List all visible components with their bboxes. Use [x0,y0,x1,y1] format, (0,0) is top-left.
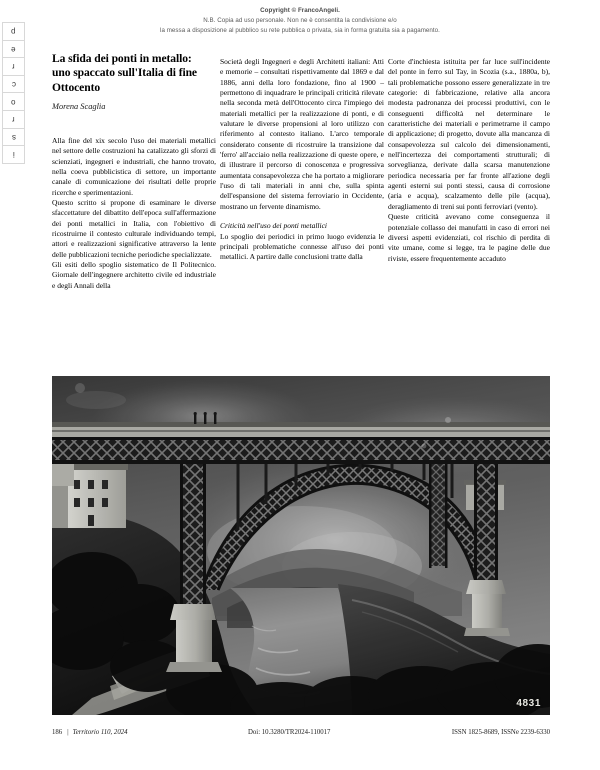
paragraph: Società degli Ingegneri e degli Architetti italiani: Atti e memorie – consultati rispettivamente dal 1869 e dal 1886, anni della loro fondazione, fino al 1900 – permettono di inquadrare le principali criticità rilevate nella seconda metà dell'Ottocento circa l'impiego dei materiali metallici per la realizzazione di ponti, e di valutare le diverse propensioni al loro utilizzo con riferimento al contesto italiano. L'arco temporale considerato consente di ricostruire la transizione dal 'ferro' all'acciaio nella realizzazione di queste opere, e di illustrare il percorso di conoscenza e progressiva aumentata consapevolezza che ha portato a migliorare l'uso di tali materiali in anni che, sulla spinta dell'espansione del sistema ferroviario in Occidente, mostrano un fervente dinamismo. [220,57,384,211]
issn-text: ISSN 1825-8689, ISSNe 2239-6330 [451,729,550,736]
journal-reference: Territorio 110, 2024 [72,729,128,736]
text-column-3 [388,57,550,264]
doi-text: Doi: 10.3280/TR2024-110017 [248,729,331,736]
page-number: 186 [52,729,63,736]
footer-separator: | [67,729,69,736]
page-title: La sfida dei ponti in metallo: uno spaccato sull'Italia di fine Ottocento [52,52,197,94]
section-tab-letter-text: s [11,132,16,142]
section-tab-letter-text: e [11,44,16,54]
section-tab-letter-text: c [11,80,16,90]
photo-plate-number: 4831 [516,698,541,709]
paragraph: Corte d'inchiesta istituita per far luce sull'incidente del ponte in ferro sul Tay, in Scozia (s.a., 1880a, b), tali problematiche possono essere generalizzate in tre categorie: di fabbricazione, relative alla ancora modesta padronanza dei processi produttivi, con le conseguenti difficoltà nel determinare le caratteristiche dei materiali e perimetrarne il campo di applicazione; di progetto, dovute alla mancanza di consapevolezza sul calcolo dei dimensionamenti, nell'incertezza dei comportamenti strutturali; di sorveglianza, derivate dalla scarsa manutenzione periodica necessaria per far fronte all'azione degli agenti esterni sui ponti stessi, causa di corrosione (aria e acqua), scalzamento delle pile (acqua), deragliamento di treni sui ponti ferroviari (vento). [388,57,550,211]
article-author: Morena Scaglia [52,101,106,111]
section-subheading: Criticità nell'uso dei ponti metallici [220,221,328,231]
section-tab-letter-text: r [12,115,15,125]
paragraph: Gli esiti dello spoglio sistematico de Il Politecnico. Giornale dell'ingegnere architetto civile ed industriale e degli Annali della [52,260,216,290]
section-tab-letter-text: r [12,62,15,72]
article-header [52,52,212,112]
bridge-photo-illustration [52,376,550,715]
historic-bridge-photograph [52,376,550,715]
text-column-2 [220,57,384,263]
section-tab-letter-text: p [11,27,16,37]
paragraph: Lo spoglio dei periodici in primo luogo evidenzia le principali problematiche connesse all'uso dei ponti metallici. A partire dalle conclusioni tratte dalla [220,231,384,262]
paragraph: Queste criticità avevano come conseguenza il potenziale collasso dei manufatti in caso di errori nei diversi aspetti evidenziati, col rischio di perdita di vite umane, come si legge, tra le pagine delle due riviste, essere frequentemente accaduto [388,212,550,263]
section-tab-letter-text: i [12,150,15,160]
paragraph: Questo scritto si propone di esaminare le diverse sfaccettature del dibattito dell'epoca sull'affermazione dei ponti metallici in Italia, con l'obiettivo di ricostruirne il contesto culturale individuando tempi, attori e realizzazioni significative attraverso la lente delle pubblicazioni tecniche periodiche specializzate. [52,198,216,259]
paragraph: Alla fine del xix secolo l'uso dei materiali metallici nel settore delle costruzioni ha catalizzato gli sforzi di scienziati, ingegneri e industriali, che hanno trovato, nella coeva pubblicistica di settore, un importante canale di comunicazione dei risultati delle proprie ricerche e sperimentazioni. [52,136,216,197]
copyright-line-1: Copyright © FrancoAngeli. [260,7,340,14]
section-tab-letter-text: o [11,97,16,107]
footer-left [52,729,128,736]
copyright-line-3: la messa a disposizione al pubblico su rete pubblica o privata, sia in forma gratuita sia a pagamento. [160,27,440,34]
page-footer [52,729,550,743]
text-column-1 [52,136,216,291]
copyright-line-2: N.B. Copia ad uso personale. Non ne è consentita la condivisione e/o [203,17,397,24]
